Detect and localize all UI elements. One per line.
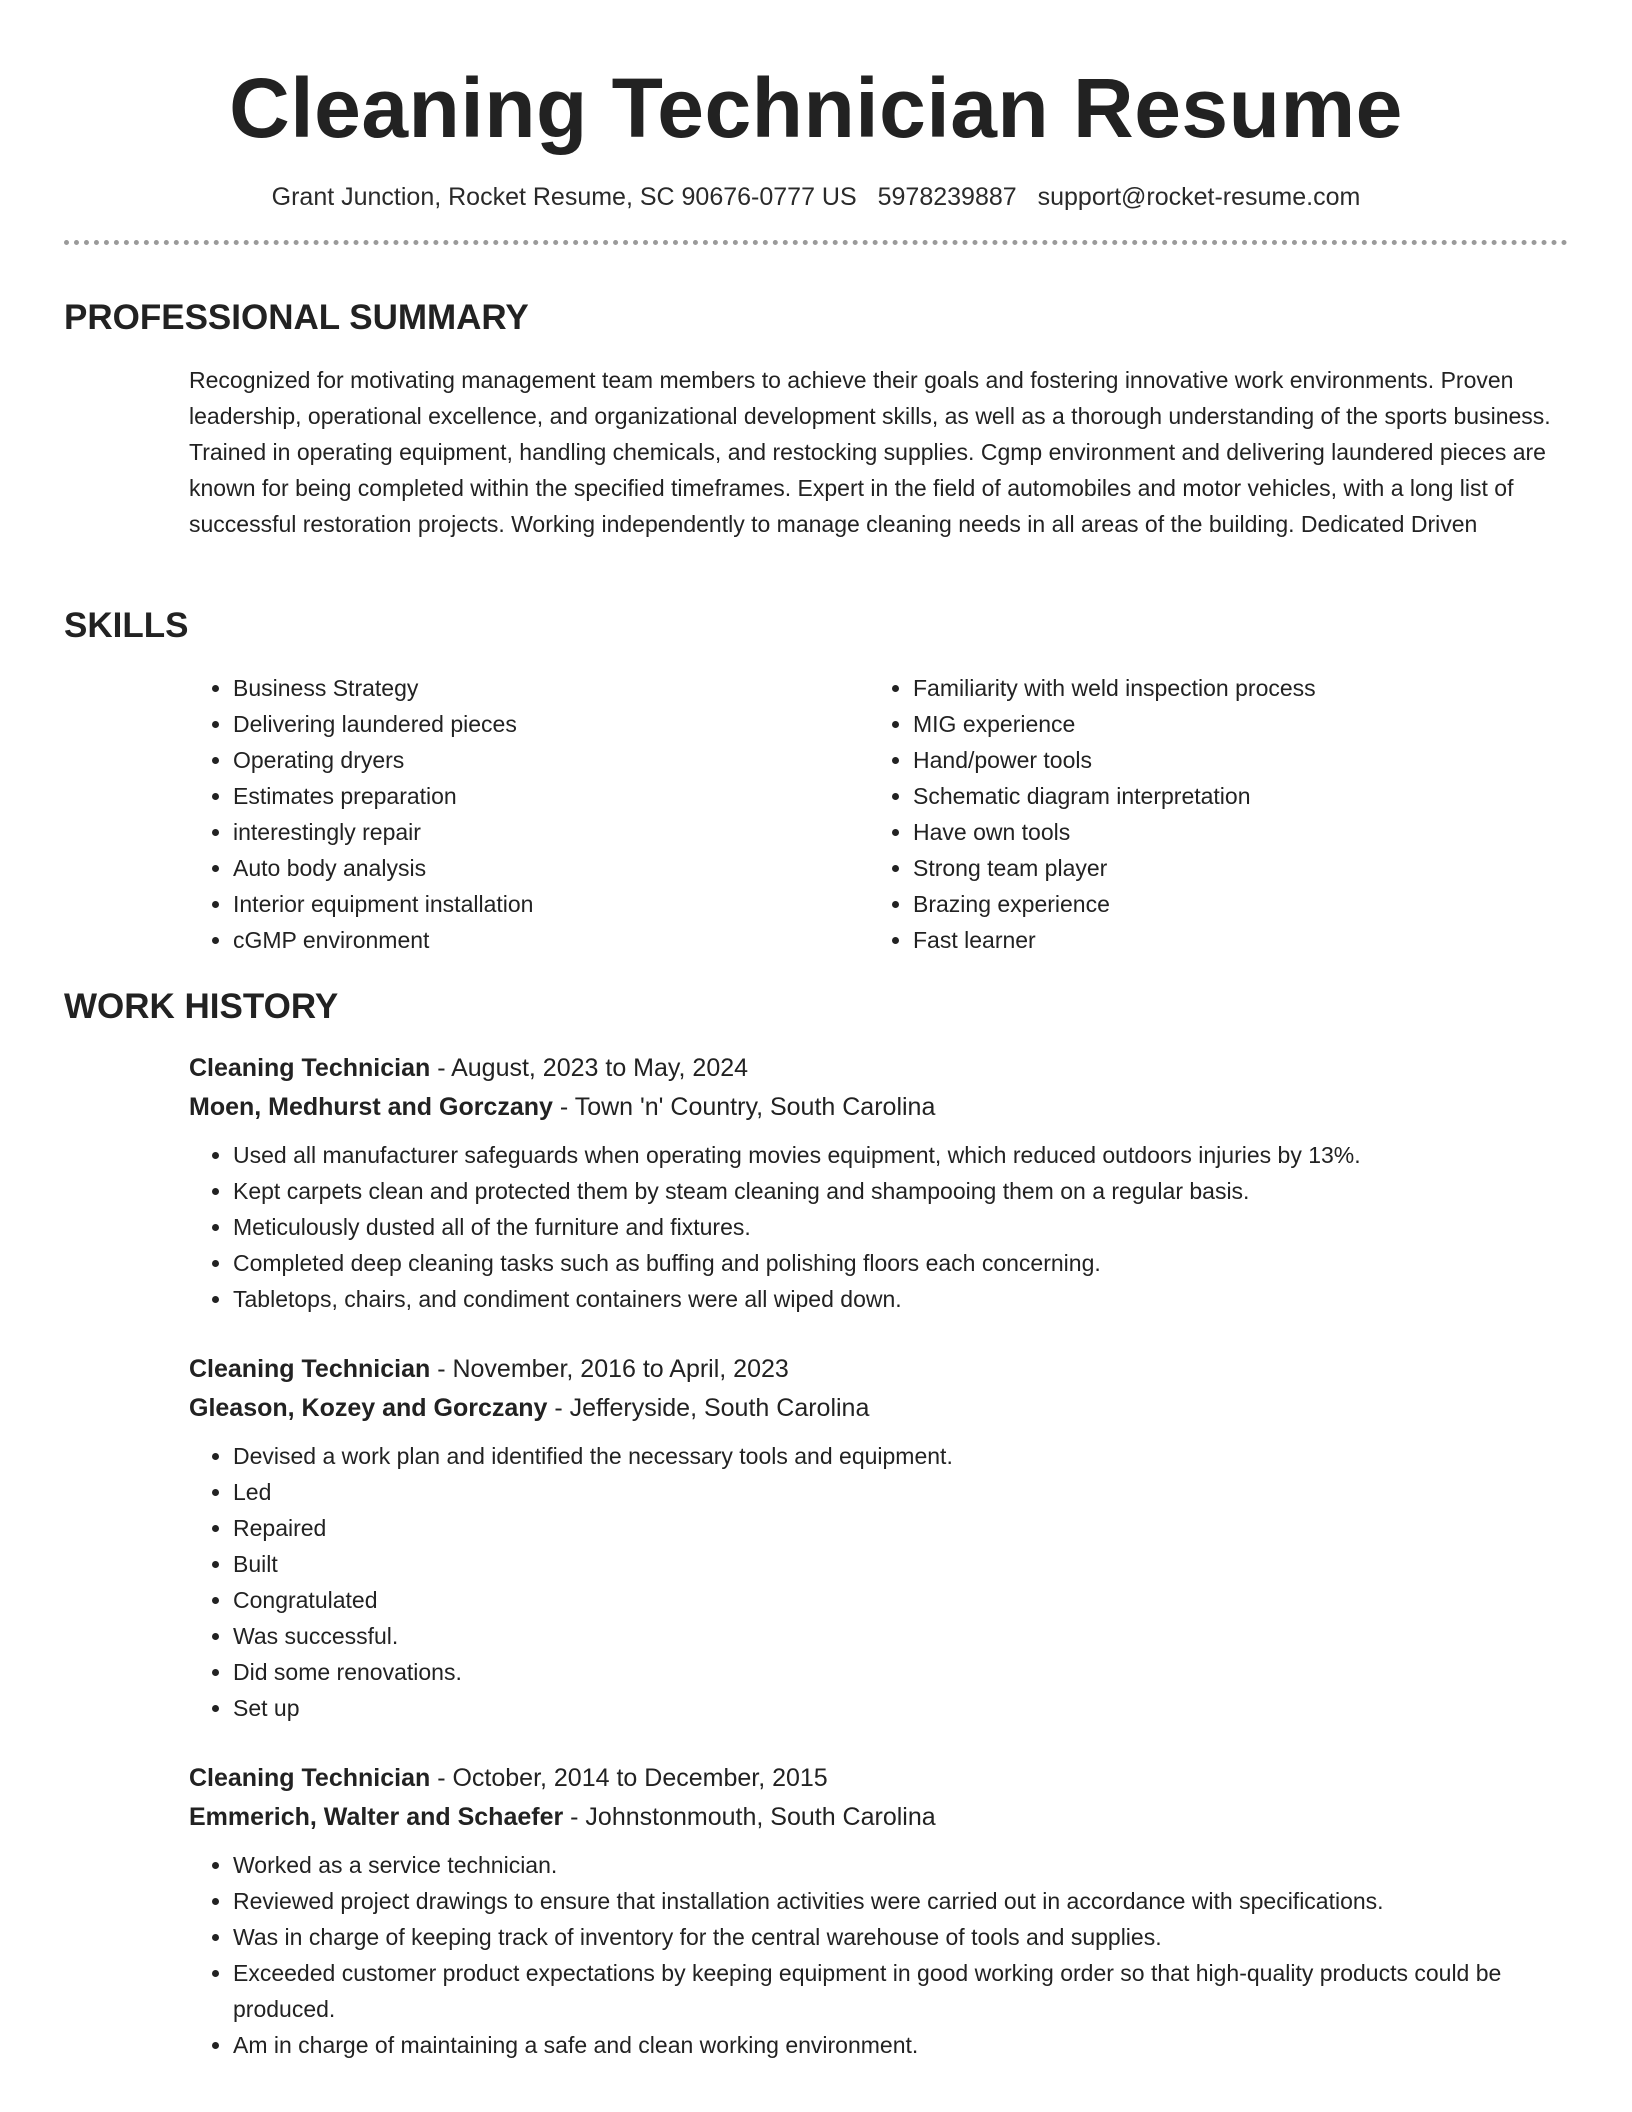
skill-item: • Have own tools xyxy=(913,814,1549,850)
job-bullet: • Devised a work plan and identified the necessary tools and equipment. xyxy=(233,1438,1568,1474)
job-dates: - November, 2016 to April, 2023 xyxy=(430,1355,789,1383)
job-dates: - October, 2014 to December, 2015 xyxy=(430,1764,828,1792)
job-role-line xyxy=(189,1350,1568,1389)
skill-item: • cGMP environment xyxy=(233,922,869,958)
skills-list-right xyxy=(869,670,1549,958)
job-entry xyxy=(189,1759,1568,2063)
skills-list-left xyxy=(189,670,869,958)
job-role: Cleaning Technician xyxy=(189,1355,431,1383)
job-bullets xyxy=(189,1847,1568,2063)
skill-item: • Interior equipment installation xyxy=(233,886,869,922)
work-heading: WORK HISTORY xyxy=(64,987,339,1026)
jobs-list xyxy=(189,1049,1568,2063)
header-divider xyxy=(64,240,1568,245)
skill-item: • Strong team player xyxy=(913,850,1549,886)
skill-item: • Estimates preparation xyxy=(233,778,869,814)
resume-title: Cleaning Technician Resume xyxy=(229,61,1403,155)
job-bullet: • Was successful. xyxy=(233,1618,1568,1654)
resume-page xyxy=(64,0,1568,2058)
job-bullet: • Am in charge of maintaining a safe and clean working environment. xyxy=(233,2027,1568,2063)
skill-item: • Delivering laundered pieces xyxy=(233,706,869,742)
skills-section xyxy=(64,604,1568,958)
job-dates: - August, 2023 to May, 2024 xyxy=(430,1054,749,1082)
skill-item: • Business Strategy xyxy=(233,670,869,706)
skill-item: • interestingly repair xyxy=(233,814,869,850)
job-company-line xyxy=(189,1088,1568,1127)
job-bullet: • Led xyxy=(233,1474,1568,1510)
job-bullet: • Kept carpets clean and protected them by steam cleaning and shampooing them on a regular basis. xyxy=(233,1173,1568,1209)
job-bullet: • Repaired xyxy=(233,1510,1568,1546)
contact-address: Grant Junction, Rocket Resume, SC 90676-0777 US xyxy=(271,183,857,211)
job-role-line xyxy=(189,1759,1568,1798)
job-bullet: • Completed deep cleaning tasks such as buffing and polishing floors each concerning. xyxy=(233,1245,1568,1281)
job-location: - Johnstonmouth, South Carolina xyxy=(563,1803,936,1831)
job-bullet: • Did some renovations. xyxy=(233,1654,1568,1690)
job-bullet: • Tabletops, chairs, and condiment containers were all wiped down. xyxy=(233,1281,1568,1317)
job-bullet: • Reviewed project drawings to ensure that installation activities were carried out in accordance with specifications. xyxy=(233,1883,1568,1919)
skills-column-left xyxy=(189,670,869,958)
summary-text: Recognized for motivating management team members to achieve their goals and fostering innovative work environments. Proven leadership, operational excellence, and organizational development skills, as well as a thorough understanding of the sports business. Trained in operating equipment, handling chemicals, and restocking supplies. Cgmp environment and delivering laundered pieces are known for being completed within the specified timeframes. Expert in the field of automobiles and motor vehicles, with a long list of successful restoration projects. Working independently to manage cleaning needs in all areas of the building. Dedicated Driven xyxy=(189,367,1551,537)
job-bullet: • Meticulously dusted all of the furniture and fixtures. xyxy=(233,1209,1568,1245)
job-bullet: • Exceeded customer product expectations by keeping equipment in good working order so that high-quality products could be produced. xyxy=(233,1955,1568,2027)
skills-heading: SKILLS xyxy=(64,606,189,645)
job-role: Cleaning Technician xyxy=(189,1054,431,1082)
job-company: Moen, Medhurst and Gorczany xyxy=(189,1093,553,1121)
skill-item: • Auto body analysis xyxy=(233,850,869,886)
job-role-line xyxy=(189,1049,1568,1088)
job-bullets xyxy=(189,1438,1568,1726)
skill-item: • MIG experience xyxy=(913,706,1549,742)
skills-columns xyxy=(189,670,1568,958)
job-bullets xyxy=(189,1137,1568,1317)
job-bullet: • Worked as a service technician. xyxy=(233,1847,1568,1883)
job-bullet: • Built xyxy=(233,1546,1568,1582)
contact-phone: 5978239887 xyxy=(877,183,1017,211)
skill-item: • Operating dryers xyxy=(233,742,869,778)
job-location: - Town 'n' Country, South Carolina xyxy=(552,1093,936,1121)
job-entry xyxy=(189,1049,1568,1317)
job-bullet: • Congratulated xyxy=(233,1582,1568,1618)
work-section xyxy=(64,985,1568,2096)
job-company: Emmerich, Walter and Schaefer xyxy=(189,1803,564,1831)
skill-item: • Familiarity with weld inspection process xyxy=(913,670,1549,706)
job-company-line xyxy=(189,1798,1568,1837)
job-bullet: • Was in charge of keeping track of inventory for the central warehouse of tools and supplies. xyxy=(233,1919,1568,1955)
skill-item: • Schematic diagram interpretation xyxy=(913,778,1549,814)
skill-item: • Fast learner xyxy=(913,922,1549,958)
summary-section xyxy=(64,296,1568,542)
contact-line xyxy=(64,180,1568,214)
contact-email: support@rocket-resume.com xyxy=(1037,183,1361,211)
job-bullet: • Used all manufacturer safeguards when operating movies equipment, which reduced outdoors injuries by 13%. xyxy=(233,1137,1568,1173)
job-entry xyxy=(189,1350,1568,1726)
skill-item: • Brazing experience xyxy=(913,886,1549,922)
job-bullet: • Set up xyxy=(233,1690,1568,1726)
job-location: - Jefferyside, South Carolina xyxy=(547,1394,870,1422)
summary-heading: PROFESSIONAL SUMMARY xyxy=(64,298,529,337)
skill-item: • Hand/power tools xyxy=(913,742,1549,778)
skills-column-right xyxy=(869,670,1549,958)
job-role: Cleaning Technician xyxy=(189,1764,431,1792)
job-company: Gleason, Kozey and Gorczany xyxy=(189,1394,548,1422)
job-company-line xyxy=(189,1389,1568,1428)
